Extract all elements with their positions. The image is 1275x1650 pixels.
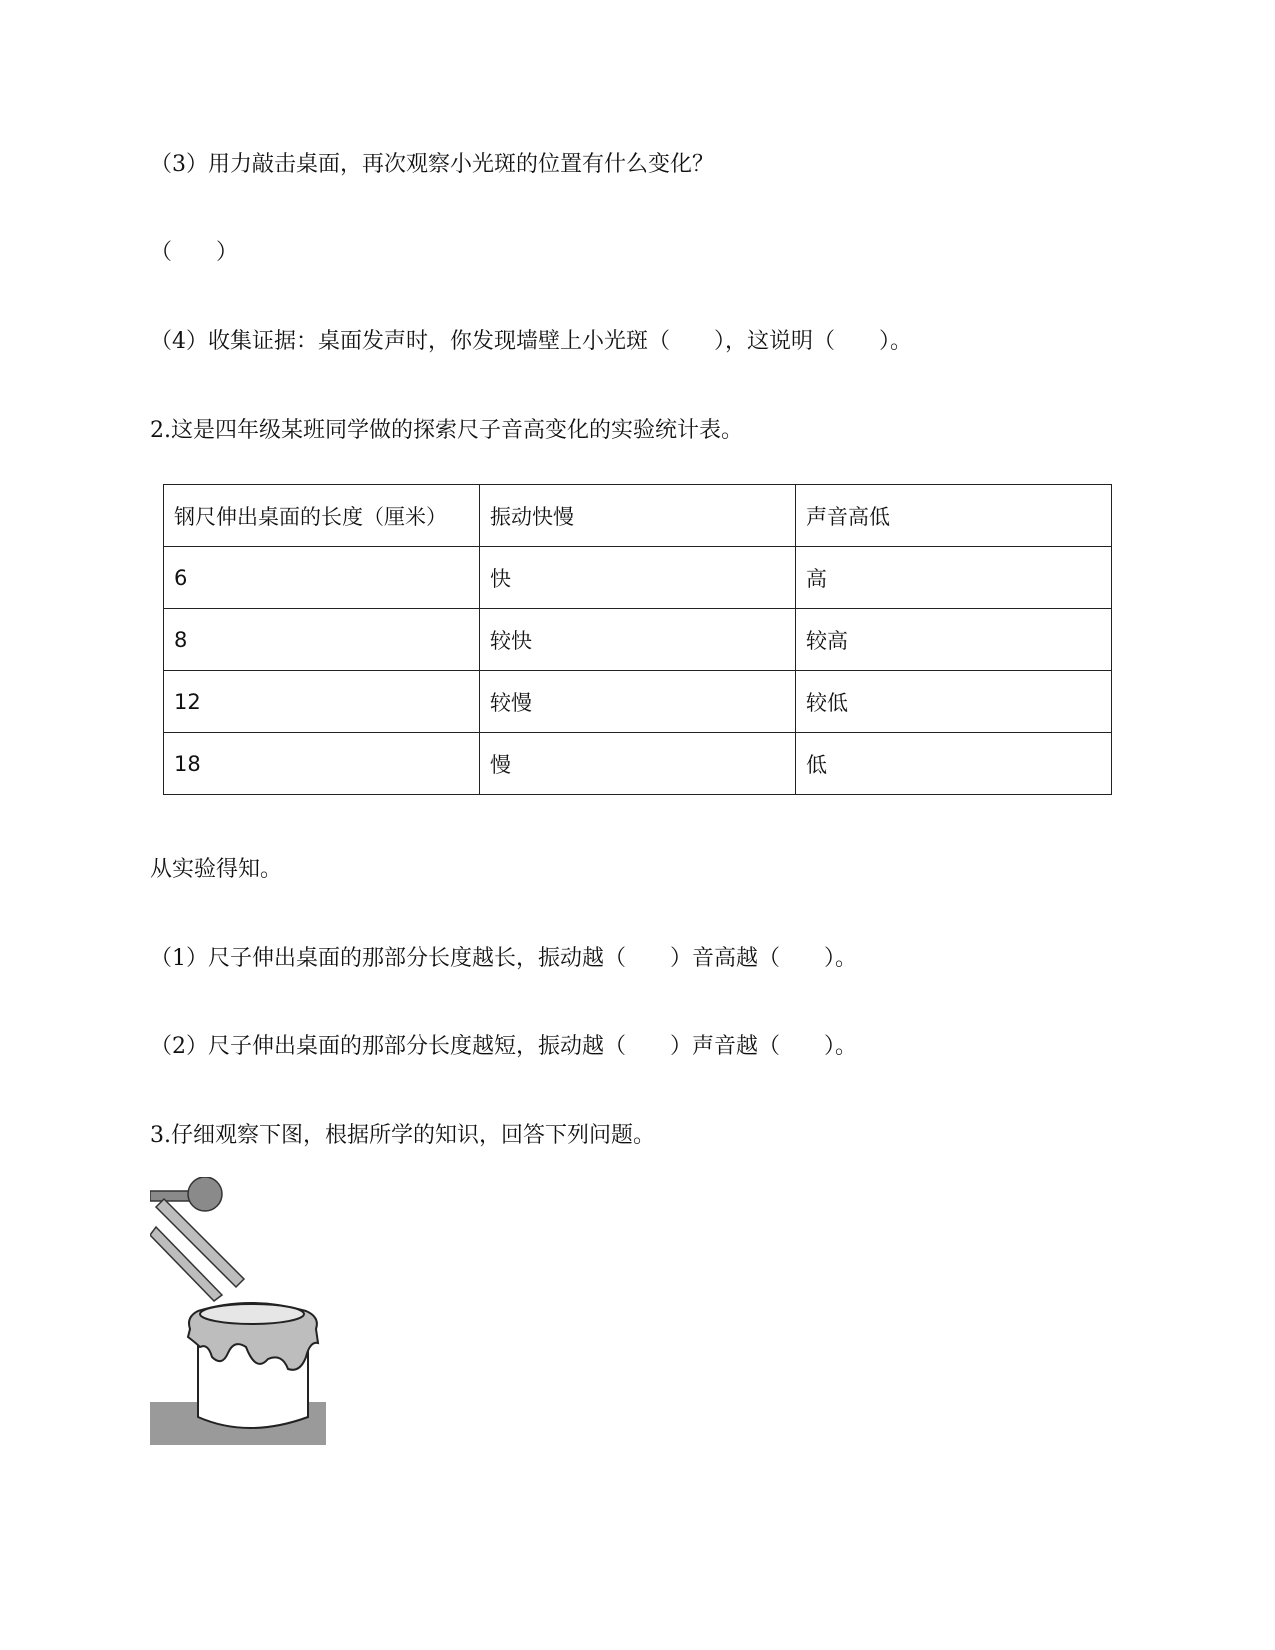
membrane-top <box>200 1304 304 1324</box>
table-cell: 慢 <box>480 733 796 795</box>
table-row <box>164 547 1112 609</box>
q1-item3-answer: （ ） <box>150 240 239 265</box>
table-header-row <box>164 485 1112 547</box>
q2-item2: （2）尺子伸出桌面的那部分长度越短，振动越（ ）声音越（ ）。 <box>150 1034 857 1059</box>
table-header-cell: 钢尺伸出桌面的长度（厘米） <box>164 485 480 547</box>
q1-item3: （3）用力敲击桌面，再次观察小光斑的位置有什么变化？ <box>150 152 714 177</box>
table-row <box>164 671 1112 733</box>
q2-item1: （1）尺子伸出桌面的那部分长度越长，振动越（ ）音高越（ ）。 <box>150 946 857 971</box>
table-header-cell: 振动快慢 <box>480 485 796 547</box>
table-cell: 8 <box>164 609 480 671</box>
q3-title: 3.仔细观察下图，根据所学的知识，回答下列问题。 <box>150 1123 655 1148</box>
table-row <box>164 733 1112 795</box>
drum-figure-svg <box>150 1177 328 1445</box>
mallet-head <box>188 1177 222 1211</box>
table-cell: 较高 <box>796 609 1112 671</box>
table-cell: 较慢 <box>480 671 796 733</box>
q2-conclusion: 从实验得知。 <box>150 857 283 882</box>
drum-and-mallet-illustration <box>150 1177 328 1445</box>
table-cell: 高 <box>796 547 1112 609</box>
table-cell: 18 <box>164 733 480 795</box>
table-cell: 6 <box>164 547 480 609</box>
table-cell: 较低 <box>796 671 1112 733</box>
q2-title: 2.这是四年级某班同学做的探索尺子音高变化的实验统计表。 <box>150 418 743 443</box>
q1-item4: （4）收集证据：桌面发声时，你发现墙壁上小光斑（ ），这说明（ ）。 <box>150 329 912 354</box>
table-cell: 低 <box>796 733 1112 795</box>
table-header-cell: 声音高低 <box>796 485 1112 547</box>
experiment-table <box>163 484 1112 795</box>
table-cell: 12 <box>164 671 480 733</box>
table-row <box>164 609 1112 671</box>
mallet-handle <box>150 1191 190 1201</box>
table-cell: 快 <box>480 547 796 609</box>
table-cell: 较快 <box>480 609 796 671</box>
stick-2 <box>150 1227 222 1301</box>
